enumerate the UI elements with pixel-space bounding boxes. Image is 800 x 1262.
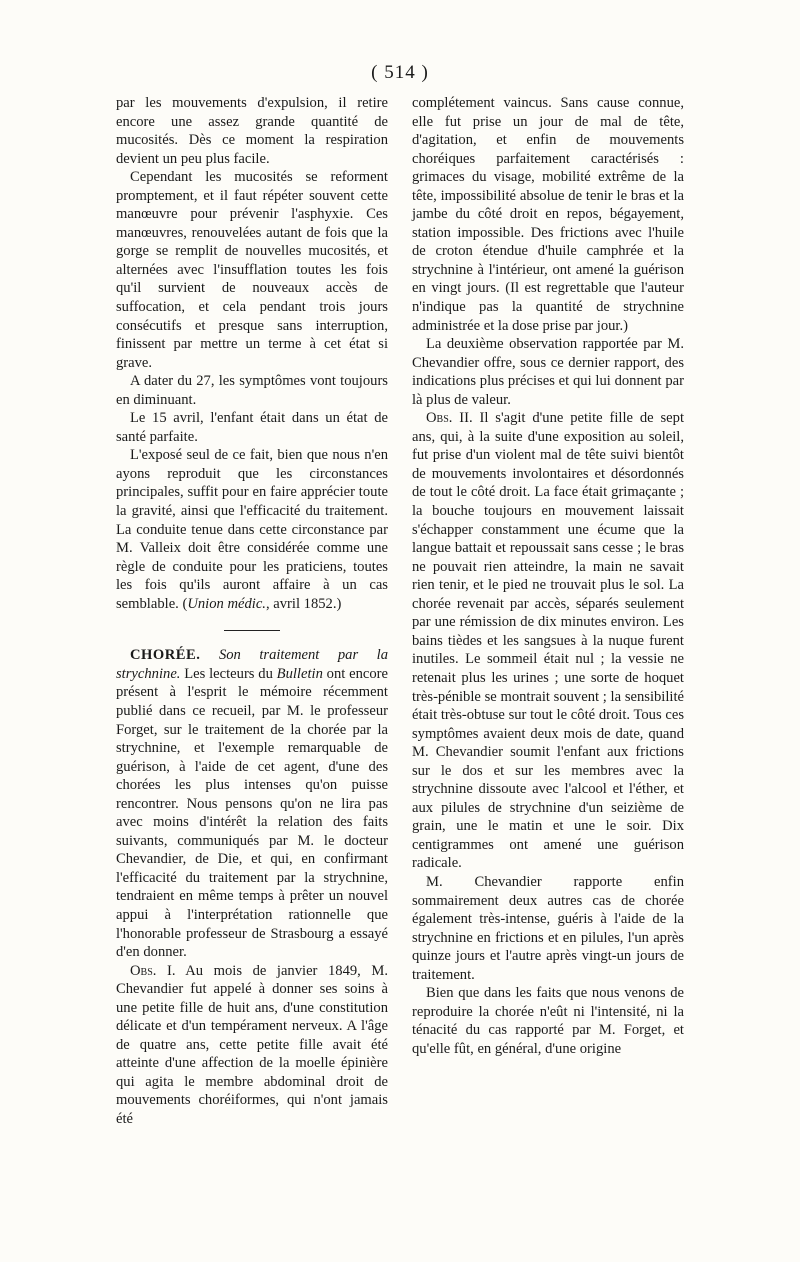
obs-1-label: Obs. I. — [130, 962, 176, 979]
paragraph-expulsion: par les mouvements d'expulsion, il retire encore une assez grande quantité de mucosités. Dès ce moment la respiration devient un peu plus facile. — [116, 95, 388, 167]
paragraph-obs-1 — [116, 962, 388, 1129]
paragraph-deuxieme-observation: La deuxième observation rapportée par M. Chevandier offre, sous ce dernier rapport, des indications plus précises et qui lui donnent par là plus de valeur. — [412, 336, 684, 408]
obs-2-label: Obs. II. — [426, 410, 473, 427]
section-heading: CHORÉE. — [130, 647, 201, 664]
right-column — [412, 94, 684, 1058]
paragraph-choree — [116, 646, 388, 961]
section-divider — [224, 630, 280, 631]
source-citation: Union médic. — [187, 595, 266, 612]
obs-1-text: Au mois de janvier 1849, M. Chevandier fut appelé à donner ses soins à une petite fille de huit ans, d'une constitution délicate et d'un tempérament nerveux. A l'âge de quatre ans, cette petite fille avait été atteinte d'une affection de la moelle épinière qui agita le membre abdominal droit de mouvements choréiformes, qui n'ont jamais été — [116, 962, 388, 1127]
page-number: ( 514 ) — [371, 62, 429, 83]
choree-text-2: ont encore présent à l'esprit le mémoire récemment publié dans ce recueil, par M. le professeur Forget, sur le traitement de la chorée par la strychnine, et l'exemple remarquable de guérison, à l'aide de cet agent, d'une des chorées les plus intenses qu'on puisse rencontrer. Nous pensons qu'on ne lira pas avec moins d'intérêt la relation des faits suivants, communiqués par M. le docteur Chevandier, de Die, et qui, en confirmant l'efficacité du traitement par la strychnine, tendraient en même temps à prêter un nouvel appui à l'interprétation rationnelle que l'honorable professeur de Strasbourg a essayé d'en donner. — [116, 665, 388, 961]
paragraph-mucosites: Cependant les mucosités se reforment promptement, et il faut répéter souvent cette manœuvre pour prévenir l'asphyxie. Ces manœuvres, renouvelées autant de fois que la gorge se remplit de nouvelles mucosités, et alternées avec l'insufflation toutes les fois qu'il survient de nouveaux accès de suffocation, et cela pendant trois jours consécutifs et presque sans interruption, finissent par mettre un terme à cet état si grave. — [116, 169, 388, 371]
choree-text-1: Les lecteurs du — [180, 665, 277, 682]
obs-2-text: Il s'agit d'une petite fille de sept ans, qui, à la suite d'une exposition au soleil, fut prise d'un violent mal de tête suivi bientôt de mouvements involontaires et désordonnés de tout le côté droit. La face était grimaçante ; la bouche toujours en mouvement laissait s'échapper constamment une écume que la langue battait et repoussait sans cesse ; le bras ne pouvait rien atteindre, la main ne savait rien tenir, et le pied ne trouvait plus le sol. La chorée revenait par accès, séparés seulement par une rémission de dix minutes environ. Les bains tièdes et les sangsues à la nuque furent inutiles. Le sommeil était nul ; la vessie ne retenait plus les urines ; une sorte de hoquet très-pénible se montrait souvent ; la sensibilité était très-obtuse sur tout le côté droit. Tous ces symptômes avaient deux mois de date, quand M. Chevandier soumit l'enfant aux frictions sur le dos et sur les membres avec la strychnine dissoute avec l'alcool et l'éther, et aux pilules de strychnine d'un seizième de grain, une le matin et une le soir. Dix centigrammes ont amené une guérison radicale. — [412, 410, 685, 872]
paragraph-vaincus: complétement vaincus. Sans cause connue, elle fut prise un jour de mal de tête, d'agitation, et enfin de mouvements choréiques parfaitement caractérisés : grimaces du visage, mobilité extrême de la tête, impossibilité absolue de tenir le bras et la jambe du côté droit en repos, bégayement, station impossible. Des frictions avec l'huile de croton étendue d'huile camphrée et la strychnine à l'intérieur, ont amené la guérison en vingt jours. (Il est regrettable que l'auteur n'indique pas la quantité de strychnine administrée et la dose prise par jour.) — [412, 95, 684, 334]
paragraph-bien-que: Bien que dans les faits que nous venons de reproduire la chorée n'eût ni l'intensité, ni la ténacité du cas rapporté par M. Forget, et qu'elle fût, en général, d'une origine — [412, 985, 684, 1057]
left-column — [116, 94, 388, 1129]
source-date: , avril 1852.) — [265, 595, 342, 612]
paragraph-expose — [116, 446, 388, 613]
section-subtitle: Son traitement par la strychnine. — [116, 647, 388, 682]
bulletin-title: Bulletin — [276, 665, 323, 682]
paragraph-date-27: A dater du 27, les symptômes vont toujours en diminuant. — [116, 373, 388, 408]
paragraph-obs-2 — [412, 409, 684, 873]
paragraph-autres-cas: M. Chevandier rapporte enfin sommairement deux autres cas de chorée également très-intense, guéris à l'aide de la strychnine en frictions et en pilules, l'un après quinze jours et l'autre après vingt-un jours de traitement. — [412, 873, 684, 983]
paragraph-15-avril: Le 15 avril, l'enfant était dans un état de santé parfaite. — [116, 410, 388, 445]
expose-text: L'exposé seul de ce fait, bien que nous n'en ayons reproduit que les circonstances principales, suffit pour en faire apprécier toute la gravité, ainsi que l'efficacité du traitement. La conduite tenue dans cette circonstance par M. Valleix doit être considérée comme une règle de conduite pour les praticiens, toutes les fois qu'ils auront affaire à un cas semblable. ( — [116, 447, 388, 612]
